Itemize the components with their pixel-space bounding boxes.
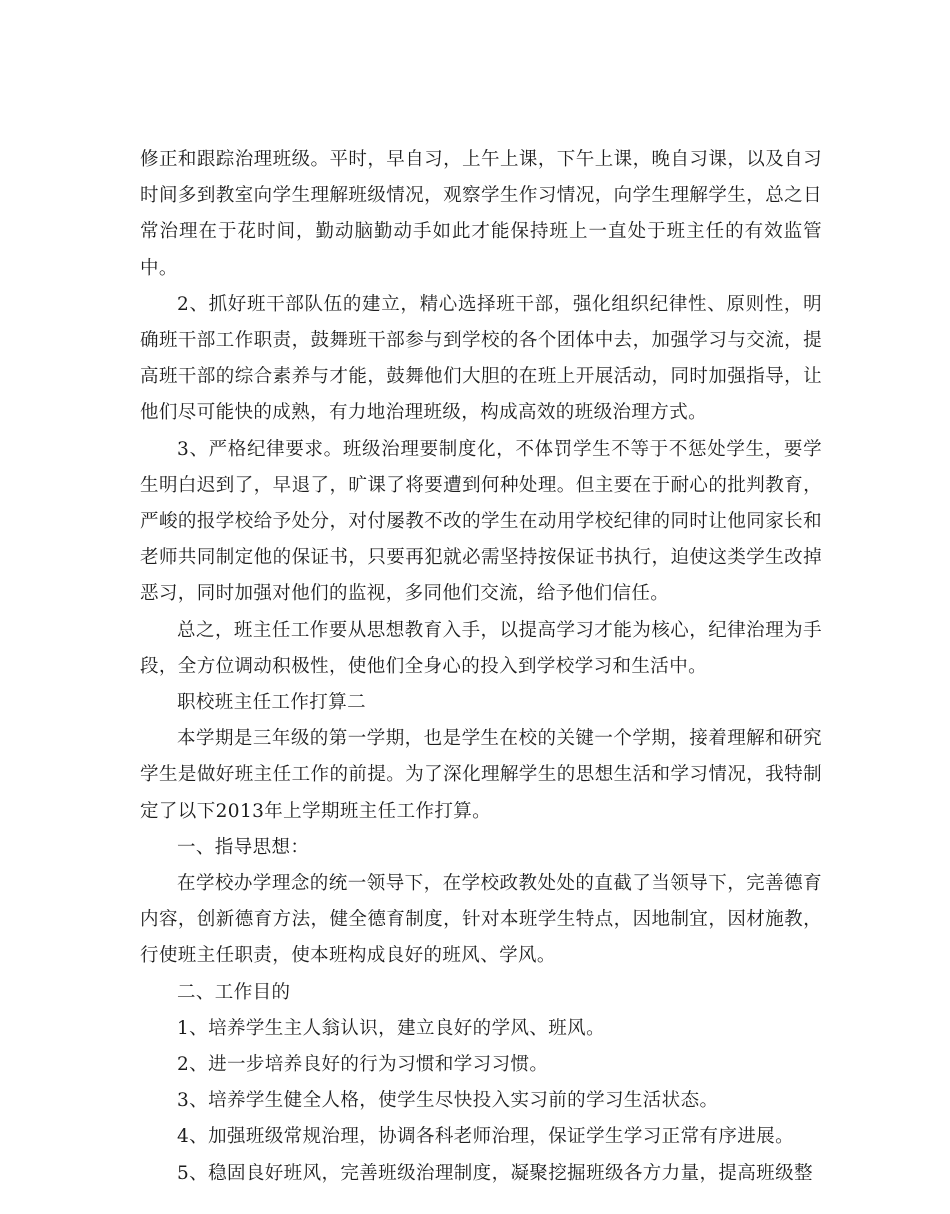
- paragraph: 2、抓好班干部队伍的建立，精心选择班干部，强化组织纪律性、原则性，明确班干部工作职责，鼓舞班干部参与到学校的各个团体中去，加强学习与交流，提高班干部的综合素养与才能，鼓舞他们大胆的在班上开展活动，同时加强指导，让他们尽可能快的成熟，有力地治理班级，构成高效的班级治理方式。: [140, 293, 822, 424]
- list-item: 3、培养学生健全人格，使学生尽快投入实习前的学习生活状态。: [177, 1090, 719, 1112]
- section-heading: 职校班主任工作打算二: [177, 692, 367, 714]
- paragraph: 在学校办学理念的统一领导下，在学校政教处处的直截了当领导下，完善德育内容，创新德育方法，健全德育制度，针对本班学生特点，因地制宜，因材施教，行使班主任职责，使本班构成良好的班风、学风。: [140, 873, 822, 967]
- section-heading: 二、工作目的: [177, 981, 291, 1003]
- list-item: 5、稳固良好班风，完善班级治理制度，凝聚挖掘班级各方力量，提高班级整: [177, 1162, 813, 1184]
- section-heading: 一、指导思想：: [177, 836, 310, 858]
- paragraph: 总之，班主任工作要从思想教育入手，以提高学习才能为核心，纪律治理为手段，全方位调动积极性，使他们全身心的投入到学校学习和生活中。: [140, 619, 822, 677]
- paragraph: 本学期是三年级的第一学期，也是学生在校的关键一个学期，接着理解和研究学生是做好班主任工作的前提。为了深化理解学生的思想生活和学习情况，我特制定了以下2013年上学期班主任工作打算。: [140, 728, 822, 822]
- list-item: 4、加强班级常规治理，协调各科老师治理，保证学生学习正常有序进展。: [177, 1126, 794, 1148]
- paragraph: 修正和跟踪治理班级。平时，早自习，上午上课，下午上课，晚自习课，以及自习时间多到教室向学生理解班级情况，观察学生作习情况，向学生理解学生，总之日常治理在于花时间，勤动脑勤动手如此才能保持班上一直处于班主任的有效监管中。: [140, 149, 822, 279]
- list-item: 1、培养学生主人翁认识，建立良好的学风、班风。: [177, 1017, 605, 1039]
- list-item: 2、进一步培养良好的行为习惯和学习习惯。: [177, 1054, 549, 1076]
- paragraph: 3、严格纪律要求。班级治理要制度化，不体罚学生不等于不惩处学生，要学生明白迟到了，早退了，旷课了将要遭到何种处理。但主要在于耐心的批判教育，严峻的报学校给予处分，对付屡教不改的学生在动用学校纪律的同时让他同家长和老师共同制定他的保证书，只要再犯就必需坚持按保证书执行，迫使这类学生改掉恶习，同时加强对他们的监视，多同他们交流，给予他们信任。: [140, 438, 822, 605]
